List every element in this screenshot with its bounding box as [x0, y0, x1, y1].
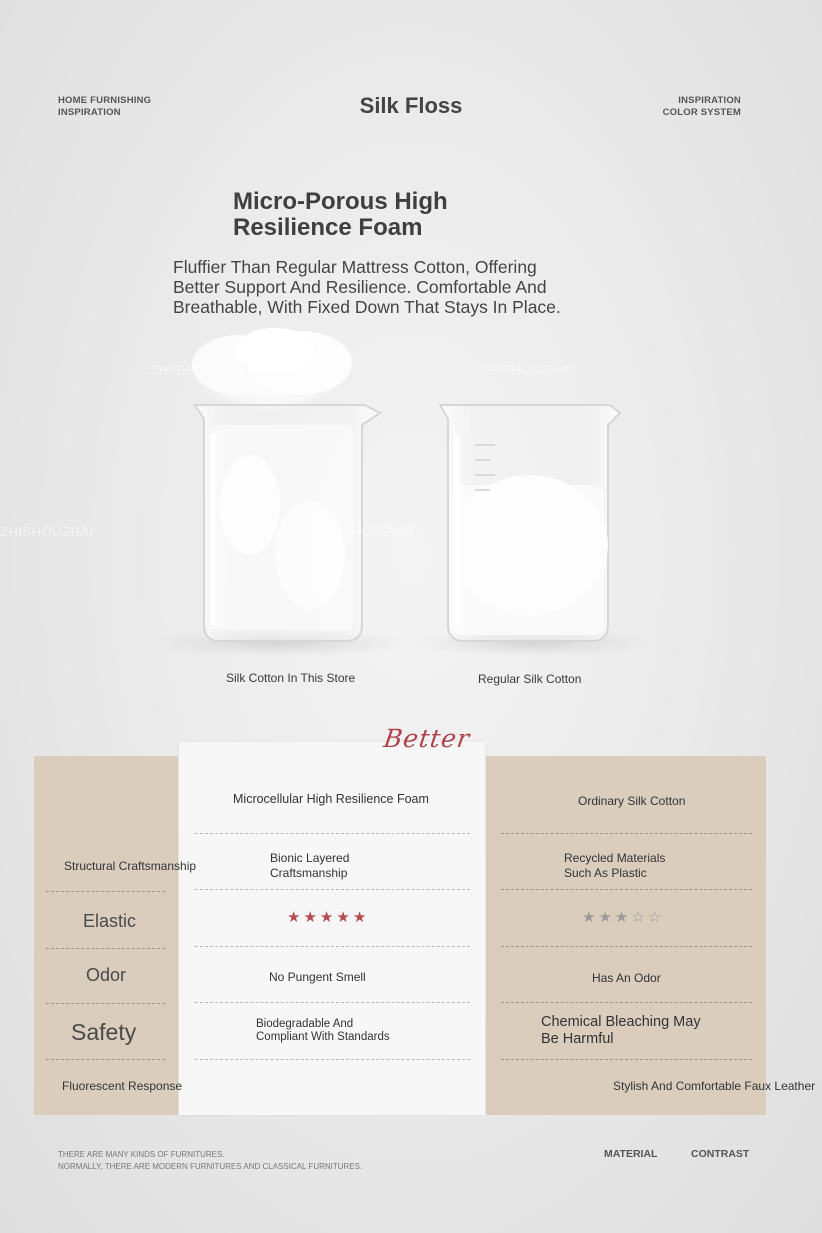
watermark: ZHISHOUZHAI: [320, 524, 414, 539]
footer-note: [58, 1149, 362, 1173]
ordinary-odor-value: Has An Odor: [592, 971, 661, 985]
left-beaker-label: Silk Cotton In This Store: [226, 671, 356, 685]
store-structural-value: [270, 851, 349, 881]
ordinary-structural-line2: Such As Plastic: [564, 866, 647, 880]
page-title: Silk Floss: [359, 93, 463, 118]
row-divider: [501, 833, 752, 834]
row-divider: [501, 1059, 752, 1060]
ordinary-elastic-rating: [582, 908, 664, 926]
star-icon: ★: [336, 909, 353, 926]
store-safety-value: [256, 1018, 390, 1044]
star-icon: ★: [352, 909, 370, 926]
hero-desc-line2: Better Support And Resilience. Comfortable And: [173, 277, 547, 297]
star-icon: ★: [582, 909, 599, 926]
row-label-odor: Odor: [86, 965, 127, 985]
hero-desc-line3: Breathable, With Fixed Down That Stays In Place.: [173, 297, 561, 317]
ordinary-structural-line1: Recycled Materials: [564, 851, 666, 865]
ordinary-column-header: Ordinary Silk Cotton: [578, 794, 686, 808]
ordinary-safety-value: [541, 1014, 701, 1048]
footer-nav-material[interactable]: MATERIAL: [604, 1148, 658, 1160]
row-divider: [195, 1002, 470, 1003]
hero-title-line2: Resilience Foam: [233, 214, 423, 241]
footer-nav-contrast[interactable]: CONTRAST: [691, 1148, 750, 1160]
store-safety-line2: Compliant With Standards: [256, 1031, 390, 1043]
row-divider: [195, 889, 470, 890]
store-elastic-rating: [287, 908, 369, 926]
star-icon: ★: [287, 909, 304, 926]
row-divider: [46, 948, 165, 949]
header-left-line2: INSPIRATION: [58, 107, 121, 118]
header-right-line2: COLOR SYSTEM: [662, 107, 741, 118]
right-beaker: [440, 405, 620, 641]
row-divider: [46, 1003, 165, 1004]
store-odor-value: No Pungent Smell: [269, 970, 366, 984]
row-divider: [195, 1059, 470, 1060]
star-icon: ★: [303, 909, 320, 926]
row-label-safety: Safety: [71, 1019, 137, 1045]
hero-title-line1: Micro-Porous High: [233, 188, 448, 215]
row-divider: [501, 889, 752, 890]
right-beaker-label: Regular Silk Cotton: [478, 672, 582, 686]
row-divider: [501, 946, 752, 947]
star-icon: ★: [614, 909, 632, 926]
comparison-ordinary-column: [486, 756, 766, 1115]
footer-note-line1: THERE ARE MANY KINDS OF FURNITURES.: [58, 1150, 225, 1159]
better-script-label: Better: [381, 724, 473, 753]
ordinary-safety-line1: Chemical Bleaching May: [541, 1014, 701, 1030]
watermark: ZHISHOUZHAI: [150, 362, 244, 377]
ordinary-fluorescent-value: Stylish And Comfortable Faux Leather: [613, 1079, 816, 1093]
header-right-tagline: [663, 95, 741, 119]
hero-description: [173, 257, 623, 317]
footer-note-line2: NORMALLY, THERE ARE MODERN FURNITURES AND CLASSICAL FURNITURES.: [58, 1162, 363, 1171]
hero-title: [233, 189, 533, 241]
store-column-header: Microcellular High Resilience Foam: [233, 792, 429, 806]
hero-desc-line1: Fluffier Than Regular Mattress Cotton, Offering: [173, 257, 537, 277]
store-structural-line2: Craftsmanship: [270, 866, 348, 880]
store-structural-line1: Bionic Layered: [270, 851, 350, 865]
comparison-label-column: [34, 756, 178, 1115]
row-label-fluorescent: Fluorescent Response: [62, 1079, 183, 1093]
row-divider: [195, 946, 470, 947]
ordinary-safety-line2: Be Harmful: [541, 1031, 614, 1047]
star-outline-icon: ☆: [631, 909, 648, 926]
watermark: ZHISHOUZHAI: [480, 362, 574, 377]
row-divider: [46, 891, 165, 892]
header-left-line1: HOME FURNISHING: [58, 95, 152, 106]
row-divider: [501, 1002, 752, 1003]
row-label-elastic: Elastic: [83, 911, 137, 931]
row-divider: [195, 833, 470, 834]
star-outline-icon: ☆: [647, 909, 665, 926]
header-right-line1: INSPIRATION: [678, 95, 741, 106]
store-safety-line1: Biodegradable And: [256, 1018, 354, 1030]
row-label-structural: Structural Craftsmanship: [64, 859, 197, 873]
star-icon: ★: [319, 909, 337, 926]
row-divider: [46, 1059, 165, 1060]
ordinary-structural-value: [564, 851, 665, 881]
watermark: ZHISHOUZHAI: [0, 524, 94, 539]
star-icon: ★: [598, 909, 615, 926]
